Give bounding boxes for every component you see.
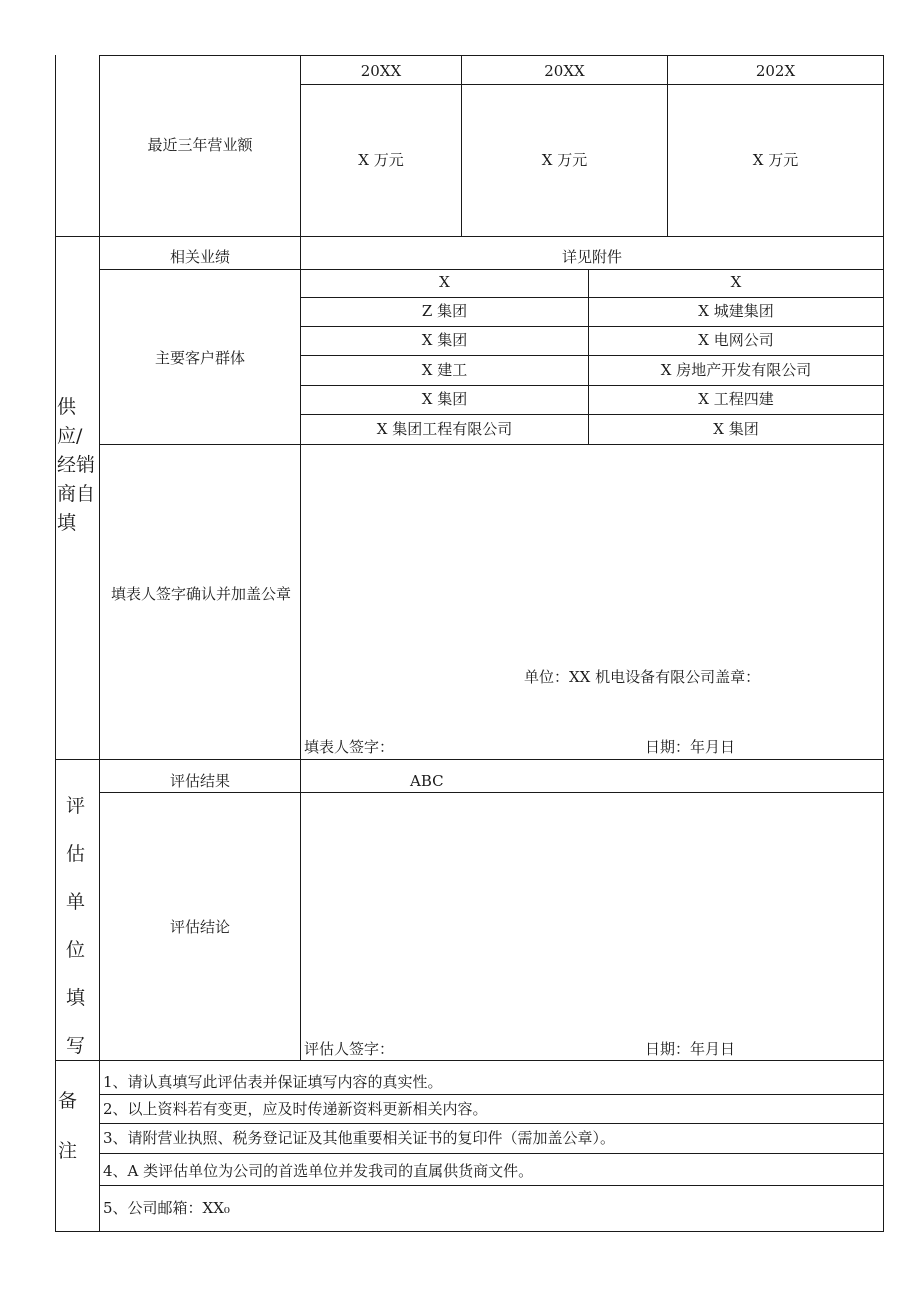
sign-confirm-label: 填表人签字确认并加盖公章 <box>110 585 291 603</box>
evaluator-label: 评估人签字： <box>304 1040 395 1058</box>
note-item: 1、请认真填写此评估表并保证填写内容的真实性。 <box>103 1073 443 1091</box>
customer-cell: X 集团 <box>421 390 468 408</box>
unit-stamp-text: 单位：XX 机电设备有限公司盖章： <box>524 668 761 686</box>
note-item: 4、A 类评估单位为公司的首选单位并发我司的直属供货商文件。 <box>103 1162 534 1180</box>
customer-cell: X 房地产开发有限公司 <box>660 361 812 379</box>
revenue-year-1: 20XX <box>360 62 402 80</box>
customer-cell: X 集团 <box>713 420 759 438</box>
revenue-year-2: 20XX <box>544 62 585 80</box>
revenue-value-1: X 万元 <box>358 151 404 169</box>
performance-value: 详见附件 <box>561 248 622 266</box>
revenue-year-3: 202X <box>755 62 796 80</box>
customer-cell: X 城建集团 <box>698 302 774 320</box>
revenue-label: 最近三年营业额 <box>147 136 253 154</box>
result-value: ABC <box>410 772 444 790</box>
note-item: 3、请附营业执照、税务登记证及其他重要相关证书的复印件（需加盖公章）。 <box>103 1129 616 1147</box>
supplier-date: 日期：年月日 <box>645 738 736 756</box>
customer-cell: Z 集团 <box>421 302 468 320</box>
customer-cell: X <box>439 273 450 291</box>
note-item: 2、以上资料若有变更，应及时传递新资料更新相关内容。 <box>103 1100 488 1118</box>
note-item: 5、公司邮箱：XX₀ <box>103 1199 230 1217</box>
customer-cell: X 建工 <box>421 361 468 379</box>
notes-label: 备注 <box>58 1090 78 1162</box>
customer-cell: X 集团工程有限公司 <box>376 420 513 438</box>
evaluation-section-label: 评估单位填写 <box>66 795 86 1057</box>
supplier-section-label: 供应/经销商自填 <box>57 396 96 534</box>
revenue-value-2: X 万元 <box>541 151 588 169</box>
result-label: 评估结果 <box>169 772 230 790</box>
customer-cell: X 工程四建 <box>698 390 774 408</box>
customer-cell: X 电网公司 <box>698 331 774 349</box>
performance-label: 相关业绩 <box>169 248 230 266</box>
conclusion-label: 评估结论 <box>169 918 230 936</box>
customer-cell: X 集团 <box>421 331 468 349</box>
evaluation-date: 日期：年月日 <box>645 1040 736 1058</box>
revenue-value-3: X 万元 <box>752 151 799 169</box>
customer-cell: X <box>730 273 742 291</box>
customers-label: 主要客户群体 <box>154 349 245 367</box>
signer-label: 填表人签字： <box>304 738 395 756</box>
